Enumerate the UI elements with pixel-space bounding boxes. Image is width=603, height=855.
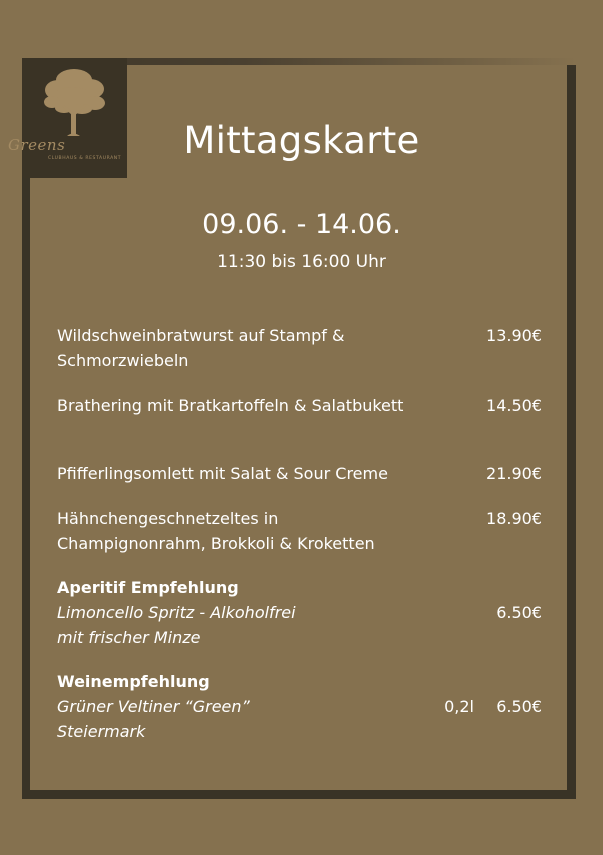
wine-recommendation	[57, 669, 542, 744]
logo-subtitle: CLUBHAUS & RESTAURANT	[48, 156, 122, 161]
menu-item-price: 14.50€	[486, 396, 542, 415]
menu-item-price: 13.90€	[486, 326, 542, 345]
wine-heading: Weinempfehlung	[57, 672, 210, 691]
aperitif-recommendation	[57, 575, 542, 650]
aperitif-heading: Aperitif Empfehlung	[57, 578, 239, 597]
opening-hours: 11:30 bis 16:00 Uhr	[217, 252, 386, 272]
menu-item-price: 21.90€	[486, 464, 542, 483]
menu-item	[57, 393, 542, 418]
aperitif-price: 6.50€	[496, 603, 542, 622]
wine-region: Steiermark	[57, 722, 146, 741]
menu-item	[57, 323, 542, 373]
aperitif-name: Limoncello Spritz - Alkoholfrei	[57, 603, 296, 622]
aperitif-detail: mit frischer Minze	[57, 628, 201, 647]
menu-item-name: Hähnchengeschnetzeltes in Champignonrahm, Brokkoli & Kroketten	[57, 509, 375, 553]
date-range: 09.06. - 14.06.	[202, 209, 401, 240]
menu-item	[57, 506, 542, 556]
menu-item-name: Pfifferlingsomlett mit Salat & Sour Creme	[57, 464, 388, 483]
wine-name: Grüner Veltiner “Green”	[57, 697, 250, 716]
page-title: Mittagskarte	[183, 119, 420, 162]
menu-item-name: Brathering mit Bratkartoffeln & Salatbukett	[57, 396, 404, 415]
wine-volume: 0,2l	[444, 697, 474, 716]
menu-item-price: 18.90€	[486, 509, 542, 528]
logo-wordmark: Greens	[8, 136, 66, 154]
menu-item	[57, 461, 542, 486]
menu-item-name: Wildschweinbratwurst auf Stampf & Schmorzwiebeln	[57, 326, 345, 370]
wine-price: 6.50€	[496, 697, 542, 716]
